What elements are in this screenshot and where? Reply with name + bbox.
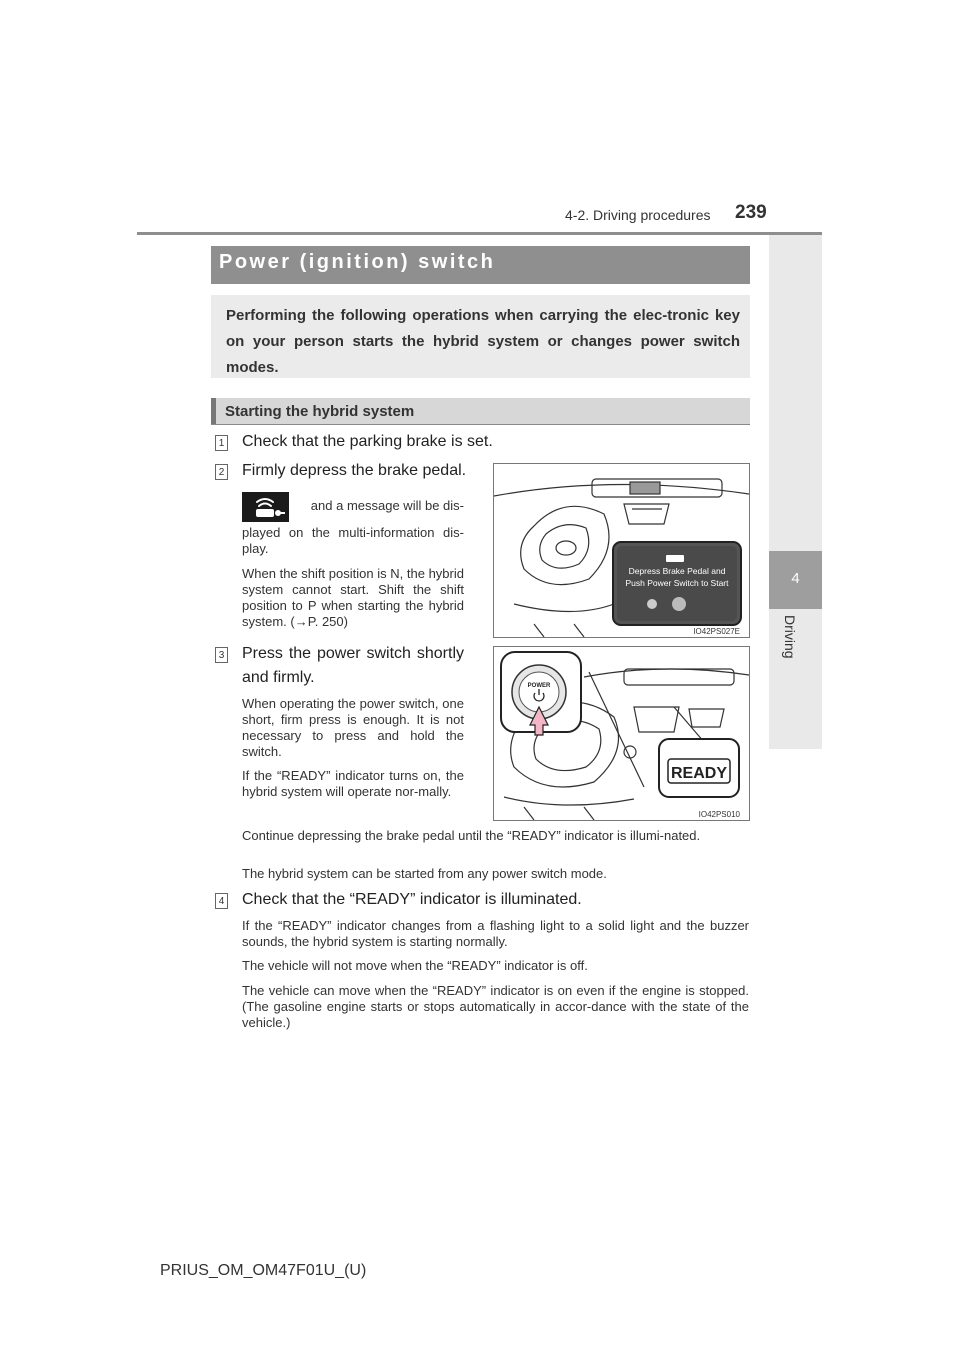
header-rule bbox=[137, 232, 822, 235]
figure-power-switch bbox=[493, 646, 750, 821]
step-3-note-4: The hybrid system can be started from any power switch mode. bbox=[242, 866, 607, 881]
intro-text: Performing the following operations when carrying the elec-tronic key on your person starts the hybrid system or changes power switch modes. bbox=[226, 307, 740, 376]
step-1-text: Check that the parking brake is set. bbox=[242, 433, 493, 450]
page-number: 239 bbox=[735, 202, 767, 223]
step-2-icon-note: and a message will be dis- bbox=[310, 498, 464, 513]
figure2-code: IO42PS010 bbox=[698, 810, 740, 819]
subsection-accent bbox=[211, 398, 216, 425]
step-badge-2: 2 bbox=[215, 464, 228, 480]
step-2-note-2: When the shift position is N, the hybrid system cannot start. Shift the shift position to P when starting the hybrid system. (→P. 250) bbox=[242, 566, 464, 629]
step-badge-4: 4 bbox=[215, 893, 228, 909]
step-4-text: Check that the “READY” indicator is illuminated. bbox=[242, 891, 582, 908]
step-badge-3: 3 bbox=[215, 647, 228, 663]
step-3-text: Press the power switch shortly and firmly. bbox=[242, 645, 464, 686]
figure1-code: IO42PS027E bbox=[693, 627, 740, 636]
step-2-text: Firmly depress the brake pedal. bbox=[242, 462, 467, 479]
step-4-note-1: If the “READY” indicator changes from a flashing light to a solid light and the buzzer sounds, the hybrid system is starting normally. bbox=[242, 918, 749, 949]
step-3-note-2: If the “READY” indicator turns on, the hybrid system will operate nor-mally. bbox=[242, 768, 464, 799]
subsection-title: Starting the hybrid system bbox=[225, 403, 415, 420]
step-badge-1: 1 bbox=[215, 435, 228, 451]
footer-code: PRIUS_OM_OM47F01U_(U) bbox=[160, 1262, 367, 1279]
chapter-label: Driving bbox=[782, 615, 798, 659]
step-3-note-3: Continue depressing the brake pedal until the “READY” indicator is illumi-nated. bbox=[242, 828, 701, 843]
step-3-note-1: When operating the power switch, one short, firm press is enough. It is not necessary to press and hold the switch. bbox=[242, 696, 464, 759]
figure1-message-line2: Push Power Switch to Start bbox=[625, 578, 729, 588]
subsection-rule bbox=[211, 424, 750, 425]
section-title: 4-2. Driving procedures bbox=[565, 207, 711, 223]
figure2-ready-label: READY bbox=[670, 765, 728, 782]
chapter-number: 4 bbox=[791, 570, 800, 587]
page-title: Power (ignition) switch bbox=[219, 251, 496, 273]
figure1-message-line1: Depress Brake Pedal and bbox=[628, 566, 726, 576]
chapter-tab-top bbox=[769, 235, 822, 551]
step-2-note-1: played on the multi-information dis-play. bbox=[242, 525, 464, 556]
figure2-power-label: POWER bbox=[527, 683, 551, 689]
step-4-note-2: The vehicle will not move when the “READY” indicator is off. bbox=[242, 958, 588, 973]
step-4-note-3: The vehicle can move when the “READY” indicator is on even if the engine is stopped. (The gasoline engine starts or stops automatically in accor-dance with the state of the vehicle.) bbox=[242, 983, 749, 1030]
figure-brake-message bbox=[493, 463, 750, 638]
key-indicator-icon bbox=[242, 492, 289, 522]
